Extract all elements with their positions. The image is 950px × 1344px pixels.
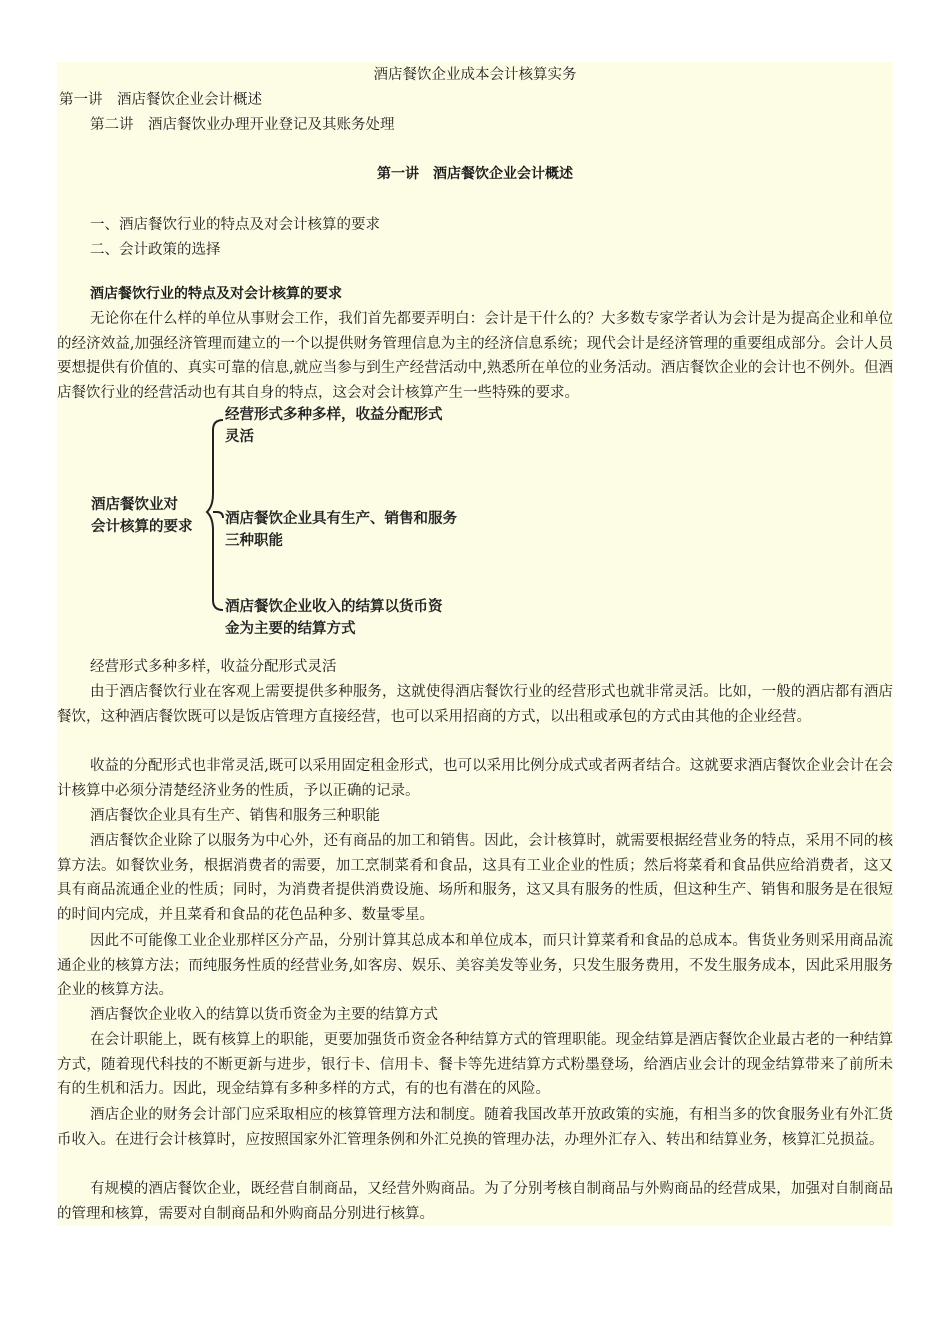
section-3-paragraph-1: 在会计职能上，既有核算上的职能，更要加强货币资金各种结算方式的管理职能。现金结算是酒店餐饮企业最古老的一种结算方式，随着现代科技的不断更新与进步，银行卡、信用卡、餐卡等先进结算方式粉墨登场，给酒店业会计的现金结算带来了前所未有的生机和活力。因此，现金结算有多种多样的方式，有的也有潜在的风险。: [57, 1032, 893, 1097]
sub-heading: 酒店餐饮行业的特点及对会计核算的要求: [90, 286, 342, 302]
section-3-paragraph-2: 酒店企业的财务会计部门应采取相应的核算管理方法和制度。随着我国改革开放政策的实施，有相当多的饮食服务业有外汇货币收入。在进行会计核算时，应按照国家外汇管理条例和外汇兑换的管理办法，办理外汇存入、转出和结算业务，核算汇兑损益。: [57, 1107, 893, 1148]
diagram-branch-1: 经营形式多种多样，收益分配形式 灵活: [225, 407, 443, 445]
section-2-paragraph-2: 因此不可能像工业企业那样区分产品，分别计算其总成本和单位成本，而只计算菜肴和食品的总成本。售货业务则采用商品流通企业的核算方法；而纯服务性质的经营业务,如客房、娱乐、美容美发等业务，只发生服务费用，不发生服务成本，因此采用服务企业的核算方法。: [57, 933, 893, 998]
diagram-branch-3: 酒店餐饮企业收入的结算以货币资 金为主要的结算方式: [225, 599, 443, 637]
section-3-title: 酒店餐饮企业收入的结算以货币资金为主要的结算方式: [90, 1007, 438, 1023]
diagram-branch-2: 酒店餐饮企业具有生产、销售和服务 三种职能: [225, 511, 457, 549]
requirements-diagram: [57, 400, 893, 645]
intro-paragraph: 无论你在什么样的单位从事财会工作，我们首先都要弄明白：会计是干什么的？大多数专家学者认为会计是为提高企业和单位的经济效益,加强经济管理而建立的一个以提供财务管理信息为主的经济信息系统；现代会计是经济管理的重要组成部分。会计人员要想提供有价值的、真实可靠的信息,就应当参与到生产经营活动中,熟悉所在单位的业务活动。酒店餐饮企业的会计也不例外。但酒店餐饮行业的经营活动也有其自身的特点，这会对会计核算产生一些特殊的要求。: [57, 311, 893, 401]
toc-item-1: 第一讲 酒店餐饮企业会计概述: [59, 92, 262, 108]
section-1-title: 经营形式多种多样，收益分配形式灵活: [90, 659, 337, 675]
toc-item-2: 第二讲 酒店餐饮业办理开业登记及其账务处理: [90, 117, 395, 133]
outline-item-2: 二、会计政策的选择: [90, 242, 221, 258]
diagram-root: 酒店餐饮业对 会计核算的要求: [91, 497, 193, 535]
document-page: [57, 62, 893, 1226]
section-heading: 第一讲 酒店餐饮企业会计概述: [377, 166, 573, 182]
section-2-title: 酒店餐饮企业具有生产、销售和服务三种职能: [90, 808, 380, 824]
section-2-paragraph-1: 酒店餐饮企业除了以服务为中心外，还有商品的加工和销售。因此，会计核算时，就需要根据经营业务的特点，采用不同的核算方法。如餐饮业务，根据消费者的需要，加工烹制菜肴和食品，这具有工业企业的性质；然后将菜肴和食品供应给消费者，这又具有商品流通企业的性质；同时，为消费者提供消费设施、场所和服务，这又具有服务的性质，但这种生产、销售和服务是在很短的时间内完成，并且菜肴和食品的花色品种多、数量零星。: [57, 833, 893, 923]
document-title: 酒店餐饮企业成本会计核算实务: [373, 67, 577, 83]
section-1-paragraph-1: 由于酒店餐饮行业在客观上需要提供多种服务，这就使得酒店餐饮行业的经营形式也就非常灵活。比如，一般的酒店都有酒店餐饮，这种酒店餐饮既可以是饭店管理方直接经营，也可以采用招商的方式，以出租或承包的方式由其他的企业经营。: [57, 684, 893, 725]
section-3-paragraph-3: 有规模的酒店餐饮企业，既经营自制商品，又经营外购商品。为了分别考核自制商品与外购商品的经营成果，加强对自制商品的管理和核算，需要对自制商品和外购商品分别进行核算。: [57, 1181, 893, 1222]
section-1-paragraph-2: 收益的分配形式也非常灵活,既可以采用固定租金形式，也可以采用比例分成式或者两者结合。这就要求酒店餐饮企业会计在会计核算中必须分清楚经济业务的性质，予以正确的记录。: [57, 758, 893, 799]
outline-item-1: 一、酒店餐饮行业的特点及对会计核算的要求: [90, 217, 380, 233]
